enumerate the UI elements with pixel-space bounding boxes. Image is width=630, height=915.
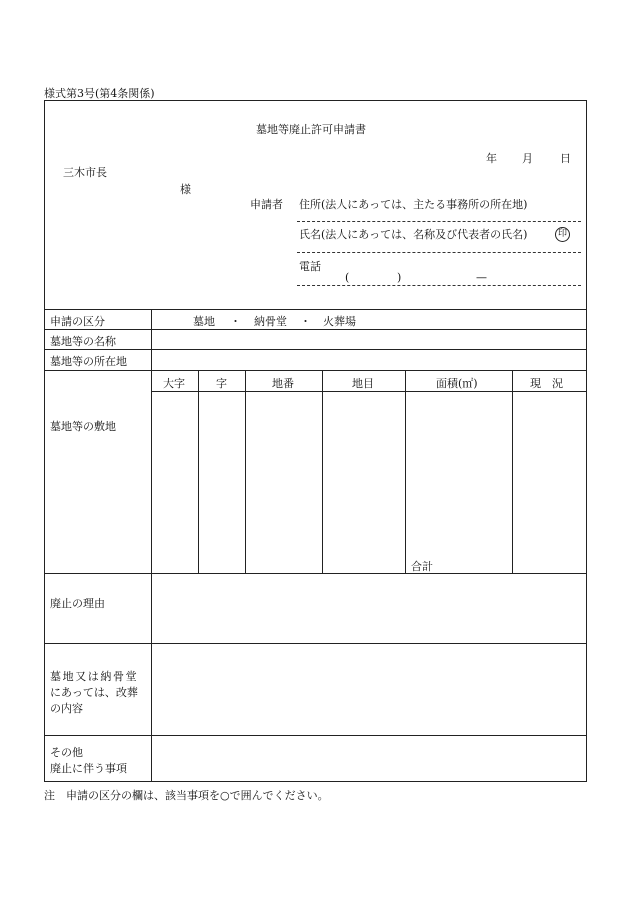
type-option-crematorium: 火葬場 bbox=[323, 315, 356, 328]
cemetery-name-label: 墓地等の名称 bbox=[50, 335, 116, 348]
row-divider bbox=[44, 643, 587, 644]
row-divider bbox=[44, 329, 587, 330]
phone-label: 電話 bbox=[299, 260, 321, 273]
other-matters-label-line: 廃止に伴う事項 bbox=[50, 762, 127, 775]
site-column-divider bbox=[322, 370, 323, 573]
name-label: 氏名(法人にあっては、名称及び代表者の氏名) bbox=[299, 228, 528, 241]
type-option-cemetery: 墓地 bbox=[193, 315, 215, 328]
column-header-area: 面積(㎡) bbox=[436, 377, 478, 390]
column-header-lot-number: 地番 bbox=[272, 377, 294, 390]
type-option-separator: ・ bbox=[300, 315, 311, 328]
abolition-reason-label: 廃止の理由 bbox=[50, 597, 105, 610]
address-label: 住所(法人にあっては、主たる事務所の所在地) bbox=[299, 198, 528, 211]
column-header-current-status: 現 況 bbox=[530, 377, 563, 390]
row-divider bbox=[44, 309, 587, 310]
phone-paren-close: ) bbox=[397, 271, 402, 284]
date-month-label: 月 bbox=[522, 152, 533, 165]
applicant-label: 申請者 bbox=[250, 198, 283, 211]
row-divider bbox=[44, 349, 587, 350]
column-header-land-category: 地目 bbox=[352, 377, 374, 390]
phone-line bbox=[297, 285, 581, 286]
date-year-label: 年 bbox=[486, 152, 497, 165]
date-day-label: 日 bbox=[560, 152, 571, 165]
footnote: 注 申請の区分の欄は、該当事項を○で囲んでください。 bbox=[44, 789, 329, 802]
reburial-label-line: 墓地又は納骨堂 bbox=[50, 670, 139, 683]
name-line bbox=[297, 252, 581, 253]
column-header-aza: 字 bbox=[216, 377, 227, 390]
form-title: 墓地等廃止許可申請書 bbox=[256, 123, 366, 136]
site-column-divider bbox=[405, 370, 406, 573]
seal-mark: 印 bbox=[555, 227, 570, 242]
reburial-label-line: の内容 bbox=[50, 702, 83, 715]
addressee: 三木市長 bbox=[63, 166, 107, 179]
cemetery-site-label: 墓地等の敷地 bbox=[50, 420, 116, 433]
row-divider bbox=[44, 735, 587, 736]
cemetery-location-label: 墓地等の所在地 bbox=[50, 355, 127, 368]
phone-dash: — bbox=[476, 271, 487, 284]
other-matters-label-line: その他 bbox=[50, 746, 83, 759]
site-column-divider bbox=[198, 370, 199, 573]
column-header-oaza: 大字 bbox=[163, 377, 185, 390]
type-option-ossuary: 納骨堂 bbox=[254, 315, 287, 328]
site-column-divider bbox=[245, 370, 246, 573]
phone-paren-open: ( bbox=[345, 271, 350, 284]
row-divider bbox=[44, 573, 587, 574]
reburial-label-line: にあっては、改葬 bbox=[50, 686, 138, 699]
site-header-divider bbox=[151, 391, 587, 392]
row-divider bbox=[44, 370, 587, 371]
type-option-separator: ・ bbox=[230, 315, 241, 328]
honorific: 様 bbox=[180, 183, 191, 196]
address-line bbox=[297, 221, 581, 222]
form-number: 様式第3号(第4条関係) bbox=[44, 87, 155, 100]
application-type-label: 申請の区分 bbox=[50, 315, 105, 328]
total-label: 合計 bbox=[411, 560, 433, 573]
label-column-divider bbox=[151, 309, 152, 782]
site-column-divider bbox=[512, 370, 513, 573]
